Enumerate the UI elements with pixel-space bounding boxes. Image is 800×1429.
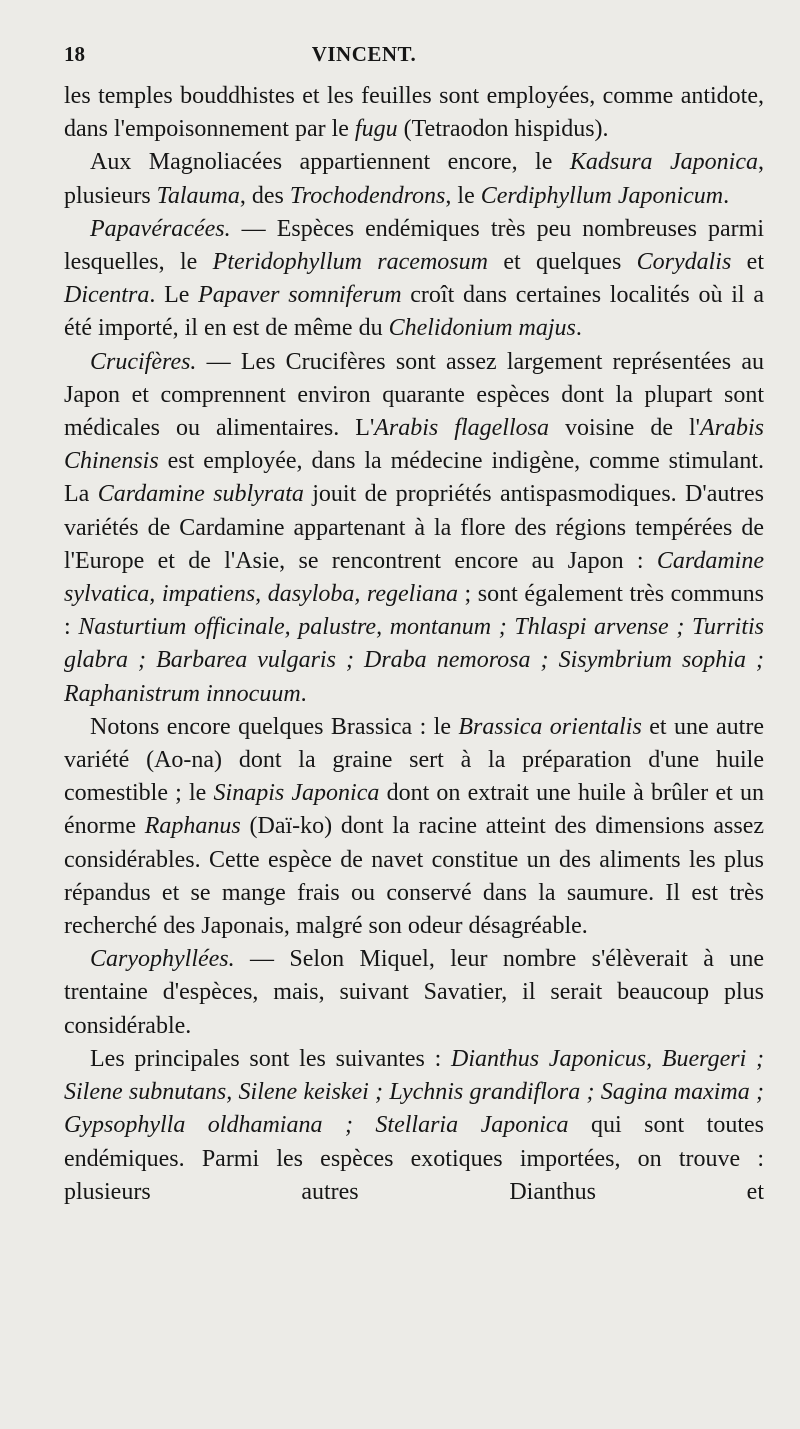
italic-term: Cardamine sublyrata (97, 481, 304, 508)
italic-term: Papavéracées. (90, 215, 231, 242)
italic-term: Arabis Chinensis (64, 415, 764, 475)
text-run: . (300, 680, 307, 707)
text-run: (Tetraodon hispidus). (397, 116, 609, 143)
text-run: est employée, dans la médecine indigène, comme stimulant. La (64, 448, 764, 508)
text-run: , le (445, 182, 481, 209)
text-run: et (731, 249, 764, 276)
text-run: . (723, 182, 730, 209)
italic-term: Caryophyllées. (90, 946, 235, 973)
text-run: les temples bouddhistes et les feuilles sont employées, comme antidote, dans l'empoisonnement par le (64, 83, 764, 143)
italic-term: Dianthus Japonicus, Buergeri ; Silene subnutans, Silene keiskei ; Lychnis grandiflora ; Sagina maxima ; Gypsophylla oldhamiana ; Stellaria Japonica (64, 1045, 765, 1139)
italic-term: Sinapis Japonica (213, 780, 380, 807)
text-run: (Daï-ko) dont la racine atteint des dimensions assez considérables. Cette espèce de navet constitue un des aliments les plus répandus et se mange frais ou conservé dans la saumure. Il est très recherché des Japonais, malgré son odeur désagréable. (64, 813, 764, 940)
text-run: Les principales sont les suivantes : (90, 1045, 452, 1072)
italic-term: Papaver somniferum (198, 282, 402, 309)
paragraph (64, 346, 764, 711)
italic-term: Cardamine sylvatica, impatiens, dasyloba, regeliana (64, 547, 764, 608)
text-run: — Espèces endémiques très peu nombreuses parmi lesquelles, le (64, 215, 764, 276)
text-run: et quelques (487, 249, 637, 276)
italic-term: Corydalis (636, 249, 732, 276)
text-run: , plusieurs (64, 149, 764, 209)
paragraph (64, 80, 764, 146)
text-run: croît dans certaines localités où il a été importé, il en est de même du (64, 282, 764, 342)
text-run: , des (239, 182, 290, 209)
italic-term: Dicentra (64, 282, 150, 309)
page-header (64, 42, 664, 74)
text-run: dont on extrait une huile à brûler et un énorme (64, 780, 764, 840)
text-run: Aux Magnoliacées appartiennent encore, le (90, 149, 570, 176)
italic-term: fugu (354, 116, 398, 143)
text-run: jouit de propriétés antispasmodiques. D'autres variétés de Cardamine appartenant à la flore des régions tempérées de l'Europe et de l'Asie, se rencontrent encore au Japon : (64, 481, 765, 574)
text-run: Notons encore quelques Brassica : le (90, 713, 459, 740)
paragraph (64, 711, 764, 943)
italic-term: Crucifères. (90, 348, 197, 375)
italic-term: Pteridophyllum racemosum (212, 249, 488, 276)
paragraph (64, 943, 764, 1043)
text-run: voisine de l' (548, 415, 700, 442)
text-run: et une autre variété (Ao-na) dont la graine sert à la préparation d'une huile comestible ; le (64, 713, 764, 807)
body-text (64, 80, 764, 1209)
italic-term: Raphanus (144, 813, 241, 840)
italic-term: Trochodendrons (289, 182, 446, 209)
text-run: . (575, 315, 582, 342)
italic-term: Cerdiphyllum Japonicum (480, 182, 724, 209)
paragraph (64, 146, 764, 212)
text-run: ; sont également très communs : (64, 581, 764, 641)
paragraph (64, 1043, 764, 1209)
text-run: — Selon Miquel, leur nombre s'élèverait à une trentaine d'espèces, mais, suivant Savatier, il serait beaucoup plus considérable. (64, 946, 764, 1039)
text-run: . Le (149, 282, 199, 309)
running-head: VINCENT. (311, 42, 417, 66)
italic-term: Talauma (156, 182, 240, 209)
italic-term: Brassica orientalis (458, 713, 642, 740)
paragraph (64, 213, 764, 346)
text-run: qui sont toutes endémiques. Parmi les espèces exotiques importées, on trouve : plusieurs autres Dianthus et (64, 1112, 764, 1205)
italic-term: Arabis flagellosa (374, 415, 549, 442)
italic-term: Chelidonium majus (388, 315, 576, 342)
italic-term: Nasturtium officinale, palustre, montanum ; Thlaspi arvense ; Turritis glabra ; Barbarea vulgaris ; Draba nemorosa ; Sisymbrium sophia ; Raphanistrum innocuum (64, 614, 765, 707)
italic-term: Kadsura Japonica (569, 149, 758, 176)
page-number: 18 (64, 42, 85, 66)
text-run: — Les Crucifères sont assez largement représentées au Japon et comprennent environ quarante espèces dont la plupart sont médicales ou alimentaires. L' (64, 348, 764, 442)
